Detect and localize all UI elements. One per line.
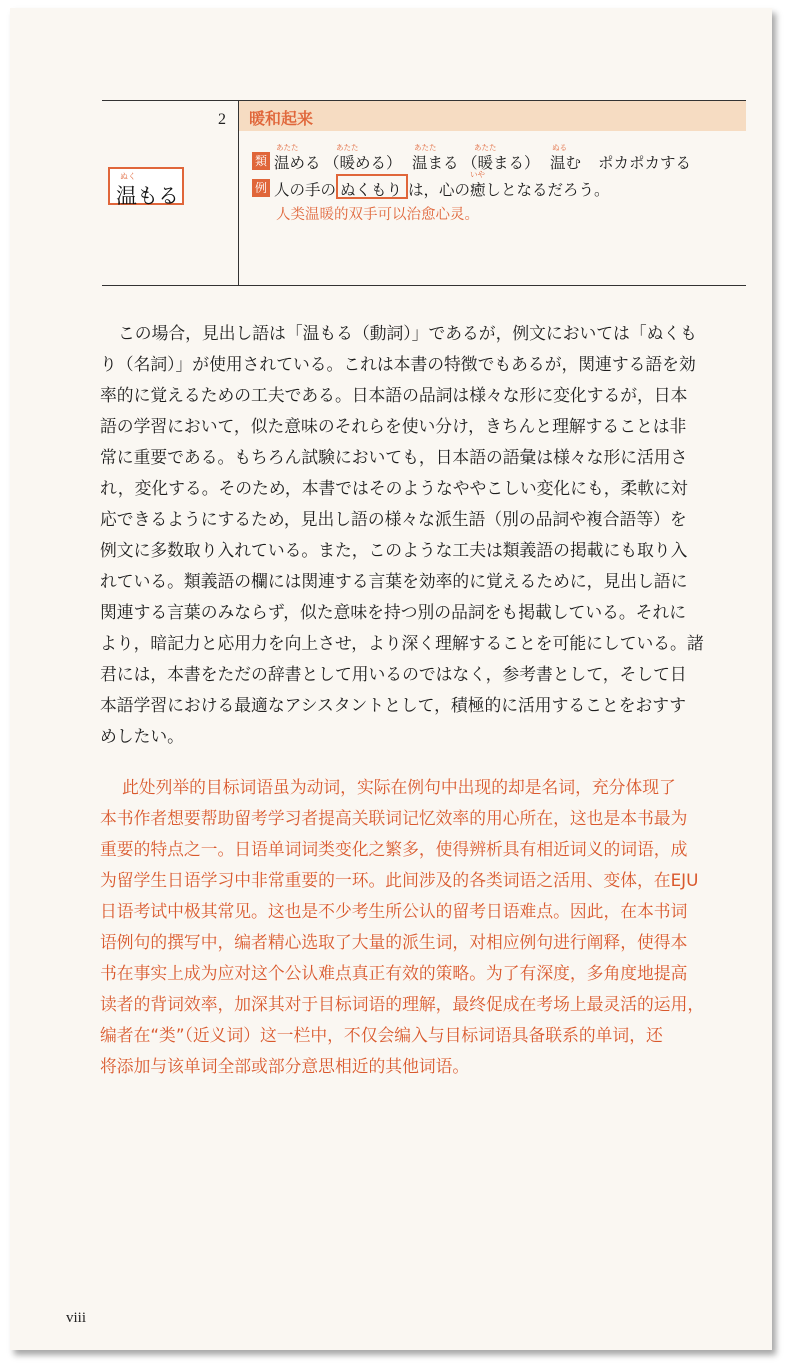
synonym-3: 温まる: [412, 154, 459, 172]
chinese-line: 读者的背词效率，加深其对于目标词语的理解，最终促成在考场上最灵活的运用，: [100, 994, 705, 1014]
japanese-line: 率的に覚えるための工夫である。日本語の品詞は様々な形に変化するが，日本: [100, 385, 688, 405]
example-sentence-end: は，心の癒しとなるだろう。: [408, 181, 610, 199]
headword-reading: ぬく: [120, 172, 136, 181]
japanese-line: この場合，見出し語は「温もる（動詞）」であるが，例文においては「ぬくも: [118, 323, 697, 343]
japanese-line: 語の学習において，似た意味のそれらを使い分け，きちんと理解することは非: [100, 416, 687, 436]
japanese-line: 本語学習における最適なアシスタントとして，積極的に活用することをおすす: [100, 695, 687, 715]
book-page: [10, 8, 772, 1350]
chinese-line: 编者在“类”（近义词）这一栏中，不仅会编入与目标词语具备联系的单词，还: [100, 1025, 663, 1045]
headword: 温もる: [116, 184, 179, 208]
vocabulary-entry-table: [102, 100, 746, 286]
synonym-5: 温む: [550, 154, 582, 172]
headword-box: [108, 167, 184, 208]
japanese-line: 応できるようにするため，見出し語の様々な派生語（別の品詞や複合語等）を: [100, 509, 687, 529]
synonym-6: ポカポカする: [598, 154, 692, 172]
example-sentence-start: 人の手の: [274, 181, 337, 199]
chinese-line: 重要的特点之一。日语单词词类变化之繁多，使得辨析具有相近词义的词语，成: [100, 839, 688, 859]
chinese-line: 将添加与该单词全部或部分意思相近的其他词语。: [100, 1056, 470, 1076]
page-number: viii: [66, 1310, 87, 1326]
example-highlight-word: ぬくもり: [340, 181, 403, 199]
example-translation: 人类温暖的双手可以治愈心灵。: [276, 207, 479, 223]
example-tag: 例: [252, 179, 270, 197]
synonym-4-reading: あたた: [474, 143, 497, 152]
synonym-1: 温める: [274, 154, 321, 172]
meaning-header-band: [239, 101, 746, 131]
synonyms-tag: 類: [252, 152, 270, 170]
entry-number: 2: [218, 111, 226, 128]
chinese-line: 日语考试中极其常见。这也是不少考生所公认的留考日语难点。因此，在本书词: [100, 901, 688, 921]
chinese-line: 书在事实上成为应对这个公认难点真正有效的策略。为了有深度，多角度地提高: [100, 963, 688, 983]
synonym-5-reading: ぬる: [552, 143, 567, 152]
japanese-line: れている。類義語の欄には関連する言葉を効率的に覚えるために，見出し語に: [100, 571, 688, 591]
synonym-1-reading: あたた: [276, 143, 299, 152]
japanese-line: めしたい。: [100, 726, 184, 746]
chinese-line: 语例句的撰写中，编者精心选取了大量的派生词，对相应例句进行阐释，使得本: [100, 932, 688, 952]
chinese-line: 本书作者想要帮助留考学习者提高关联词记忆效率的用心所在，这也是本书最为: [100, 808, 688, 828]
chinese-line: 为留学生日语学习中非常重要的一环。此间涉及的各类词语之活用、变体，在EJU: [100, 870, 699, 890]
japanese-line: 君には，本書をただの辞書として用いるのではなく，参考書として，そして日: [100, 664, 687, 684]
japanese-line: れ，変化する。そのため，本書ではそのようなややこしい変化にも，柔軟に対: [100, 478, 688, 498]
synonym-2: （暖める）: [324, 154, 402, 172]
synonym-3-reading: あたた: [414, 143, 437, 152]
entry-meaning: 暖和起来: [249, 109, 314, 128]
chinese-line: 此处列举的目标词语虽为动词，实际在例句中出现的却是名词，充分体现了: [122, 777, 676, 797]
japanese-line: より，暗記力と応用力を向上させ，より深く理解することを可能にしている。諸: [100, 633, 704, 653]
example-ruby: いや: [470, 170, 485, 179]
japanese-line: 常に重要である。もちろん試験においても，日本語の語彙は様々な形に活用さ: [100, 447, 688, 467]
japanese-line: り（名詞）」が使用されている。これは本書の特徴でもあるが，関連する語を効: [100, 354, 696, 374]
synonym-4: （暖まる）: [462, 154, 540, 172]
japanese-line: 例文に多数取り入れている。また，このような工夫は類義語の掲載にも取り入: [100, 540, 688, 560]
synonym-2-reading: あたた: [336, 143, 359, 152]
japanese-line: 関連する言葉のみならず，似た意味を持つ別の品詞をも掲載している。それに: [100, 602, 687, 622]
